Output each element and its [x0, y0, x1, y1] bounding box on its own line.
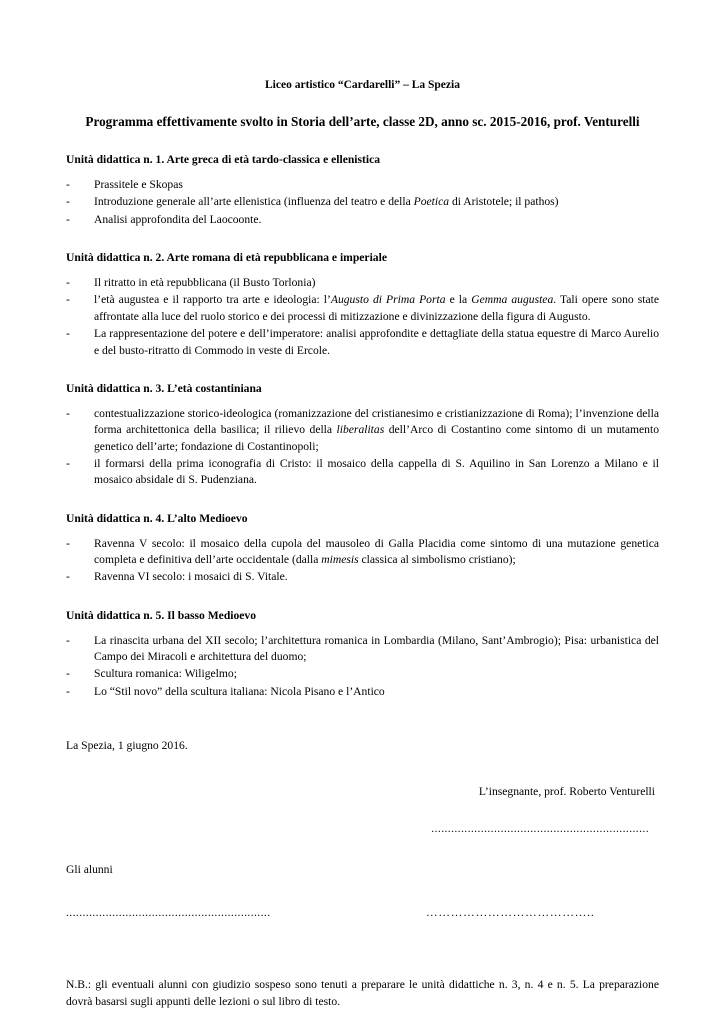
list-item — [66, 194, 659, 210]
unit-heading: Unità didattica n. 2. Arte romana di età repubblicana e imperiale — [66, 251, 387, 265]
bullet-dash: - — [66, 275, 70, 289]
bullet-dash: - — [66, 667, 70, 681]
unit-heading: Unità didattica n. 5. Il basso Medioevo — [66, 608, 257, 622]
list-item — [66, 569, 659, 585]
text-run: Introduzione generale all’arte ellenistica (influenza del teatro e della — [94, 195, 414, 209]
list-item — [66, 326, 659, 359]
list-item — [66, 684, 659, 700]
bullet-text — [94, 292, 659, 325]
students-signature-line-left: .............................................................. — [66, 906, 271, 920]
text-run: Lo “Stil novo” della scultura italiana: Nicola Pisano e l’Antico — [94, 684, 385, 698]
text-run: Il ritratto in età repubblicana (il Busto Torlonia) — [94, 275, 316, 289]
students-signature-lines — [66, 906, 659, 919]
students-label: Gli alunni — [66, 863, 113, 877]
italic-run: Poetica — [413, 195, 450, 209]
bullet-text — [94, 275, 659, 291]
bullet-text — [94, 633, 659, 666]
bullet-dash: - — [66, 570, 70, 584]
text-run: La rinascita urbana del XII secolo; l’architettura romanica in Lombardia (Milano, Sant’Ambrogio); Pisa: urbanistica del Campo dei Miracoli e architettura del duomo; — [94, 633, 659, 663]
list-item — [66, 406, 659, 455]
italic-run: mimesis — [321, 553, 359, 566]
bullet-text — [94, 684, 659, 700]
italic-run: liberalitas — [336, 423, 385, 437]
bullet-text — [94, 666, 659, 682]
text-run: classica al simbolismo cristiano); — [358, 553, 516, 566]
document-title: Programma effettivamente svolto in Storia dell’arte, classe 2D, anno sc. 2015-2016, prof. Venturelli — [85, 113, 640, 129]
bullet-dash: - — [66, 633, 70, 647]
unit-section — [66, 152, 659, 228]
text-run: La rappresentazione del potere e dell’imperatore: analisi approfondite e dettagliate della statua equestre di Marco Aurelio e del busto-ritratto di Commodo in veste di Ercole. — [94, 327, 659, 357]
unit-heading: Unità didattica n. 3. L’età costantiniana — [66, 382, 262, 395]
place-date: La Spezia, 1 giugno 2016. — [66, 739, 188, 753]
bullet-text — [94, 569, 659, 585]
list-item — [66, 633, 659, 666]
unit-section — [66, 511, 659, 586]
text-run: il formarsi della prima iconografia di Cristo: il mosaico della cappella di S. Aquilino in San Lorenzo a Milano e il mosaico absidale di S. Pudenziana. — [94, 457, 659, 487]
unit-section — [66, 608, 659, 700]
text-run: Ravenna V secolo: il mosaico della cupola del mausoleo di Galla Placidia come sintomo di una mutazione genetica completa e definitiva dell’arte occidentale (dalla — [94, 536, 659, 566]
list-item — [66, 456, 659, 489]
school-header: Liceo artistico “Cardarelli” – La Spezia — [265, 79, 460, 91]
text-run: l’età augustea e il rapporto tra arte e ideologia: l’ — [94, 293, 331, 307]
teacher-signature-line: .................................................................. — [431, 822, 649, 836]
bullet-dash: - — [66, 536, 70, 550]
bullet-text — [94, 212, 659, 228]
text-run: Analisi approfondita del Laocoonte. — [94, 212, 262, 226]
bullet-dash: - — [66, 293, 70, 307]
list-item — [66, 292, 659, 325]
text-run: di Aristotele; il pathos) — [449, 195, 559, 209]
bullet-dash: - — [66, 177, 70, 191]
bullet-dash: - — [66, 212, 70, 226]
bullet-text — [94, 456, 659, 489]
text-run: . Tali opere sono state affrontate alla luce del ruolo storico e dei processi di mitizzazione e divinizzazione della figura di Augusto. — [94, 293, 659, 323]
note-text: N.B.: gli eventuali alunni con giudizio sospeso sono tenuti a preparare le unità didattiche n. 3, n. 4 e n. 5. La preparazione dovrà basarsi sugli appunti delle lezioni o sul libro di testo. — [66, 978, 659, 1008]
text-run: Prassitele e Skopas — [94, 177, 183, 191]
bullet-text — [94, 194, 659, 210]
units-container — [66, 152, 659, 700]
list-item — [66, 536, 659, 569]
students-signature-line-right: ………………………………….. — [426, 906, 595, 920]
text-run: contestualizzazione storico-ideologica (romanizzazione del cristianesimo e cristianizzazione di Roma); l’invenzione della forma architettonica della basilica; il rilievo della — [94, 406, 659, 437]
unit-bullet-list — [66, 177, 659, 228]
bullet-dash: - — [66, 195, 70, 209]
list-item — [66, 212, 659, 228]
bullet-text — [94, 536, 659, 569]
bullet-text — [94, 326, 659, 359]
text-run: dell’Arco di Costantino come sintomo di un mutamento genetico dell’arte; fondazione di Costantinopoli; — [94, 423, 659, 453]
teacher-signature-label: L’insegnante, prof. Roberto Venturelli — [478, 785, 655, 799]
list-item — [66, 177, 659, 193]
italic-run: Augusto di Prima Porta — [330, 293, 446, 307]
unit-bullet-list — [66, 536, 659, 586]
unit-heading: Unità didattica n. 1. Arte greca di età tardo-classica e ellenistica — [66, 153, 381, 167]
unit-bullet-list — [66, 275, 659, 359]
italic-run: Gemma augustea — [471, 293, 554, 307]
bullet-dash: - — [66, 457, 70, 470]
unit-section — [66, 381, 659, 489]
unit-bullet-list — [66, 633, 659, 701]
bullet-dash: - — [66, 406, 70, 420]
list-item — [66, 666, 659, 682]
text-run: e la — [445, 293, 472, 307]
unit-section — [66, 250, 659, 359]
list-item — [66, 275, 659, 291]
text-run: Ravenna VI secolo: i mosaici di S. Vitale. — [94, 570, 288, 584]
bullet-dash: - — [66, 327, 70, 341]
unit-heading: Unità didattica n. 4. L’alto Medioevo — [66, 511, 248, 525]
bullet-text — [94, 177, 659, 193]
bullet-dash: - — [66, 684, 70, 698]
bullet-text — [94, 406, 659, 455]
text-run: Scultura romanica: Wiligelmo; — [94, 667, 237, 681]
unit-bullet-list — [66, 406, 659, 489]
